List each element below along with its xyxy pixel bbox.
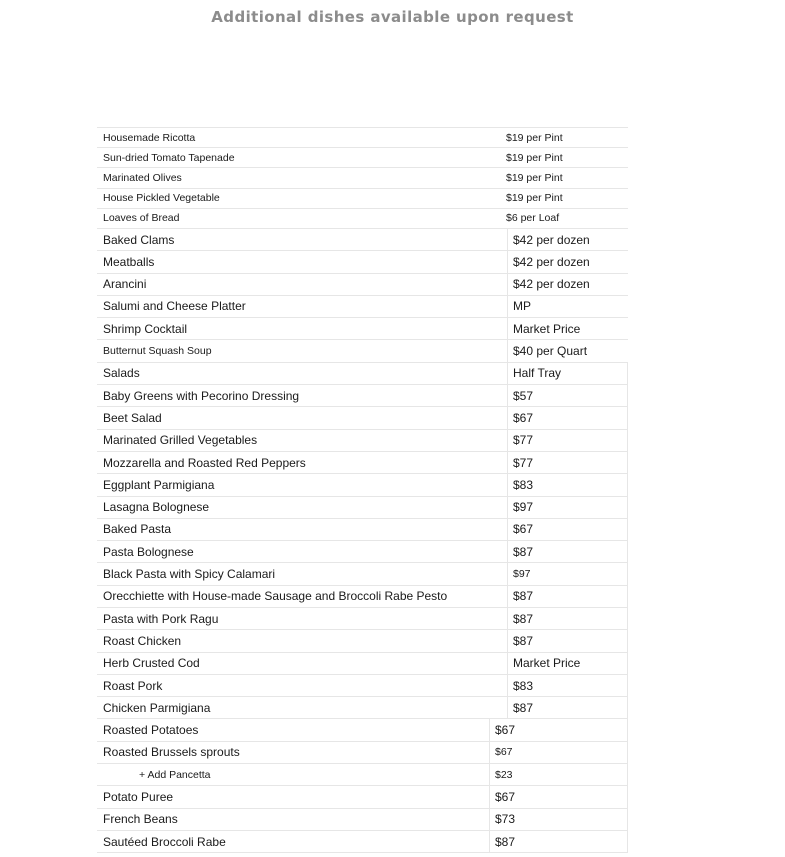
dish-name: Butternut Squash Soup — [103, 345, 212, 358]
dish-price: $87 — [507, 608, 533, 629]
dish-name: Sautéed Broccoli Rabe — [103, 834, 226, 849]
table-row — [97, 148, 628, 168]
dish-price: $83 — [507, 675, 533, 696]
section-heading: Salads — [103, 366, 140, 381]
dish-price: $73 — [489, 809, 515, 830]
dish-name: Marinated Grilled Vegetables — [103, 433, 258, 448]
dish-price: $40 per Quart — [507, 340, 587, 361]
table-row — [97, 697, 628, 719]
table-row — [97, 653, 628, 675]
dish-name: Roast Pork — [103, 678, 163, 693]
dish-name: Pasta Bolognese — [103, 544, 194, 559]
dish-name: Orecchiette with House-made Sausage and Broccoli Rabe Pesto — [103, 589, 448, 604]
dish-price: $67 — [489, 786, 515, 807]
table-row — [97, 608, 628, 630]
table-row — [97, 742, 628, 764]
dish-name: Eggplant Parmigiana — [103, 477, 215, 492]
table-row — [97, 474, 628, 496]
dish-price: $19 per Pint — [506, 131, 563, 144]
dish-name: Shrimp Cocktail — [103, 321, 188, 336]
dish-price: $67 — [489, 719, 515, 740]
dish-price: $42 per dozen — [507, 251, 590, 272]
dish-price: $67 — [507, 519, 533, 540]
dish-name: Roasted Brussels sprouts — [103, 745, 240, 760]
dish-price: $83 — [507, 474, 533, 495]
table-row — [97, 296, 628, 318]
dish-name: Salumi and Cheese Platter — [103, 299, 246, 314]
section-header-row — [97, 363, 628, 385]
page-title: Additional dishes available upon request — [211, 8, 574, 26]
dish-name: Pasta with Pork Ragu — [103, 611, 219, 626]
dish-name: Housemade Ricotta — [103, 131, 196, 144]
dish-name: Lasagna Bolognese — [103, 500, 210, 515]
table-row — [97, 452, 628, 474]
dish-name: House Pickled Vegetable — [103, 192, 220, 205]
table-row — [97, 430, 628, 452]
table-row — [97, 563, 628, 585]
dish-name: Mozzarella and Roasted Red Peppers — [103, 455, 306, 470]
table-row — [97, 407, 628, 429]
dish-price: $57 — [507, 385, 533, 406]
dish-price: $87 — [507, 541, 533, 562]
dish-name: Herb Crusted Cod — [103, 656, 200, 671]
dish-price: $77 — [507, 430, 533, 451]
dish-name: Roast Chicken — [103, 633, 182, 648]
dish-name: Black Pasta with Spicy Calamari — [103, 567, 276, 582]
dish-name: Roasted Potatoes — [103, 723, 199, 738]
dish-price: $67 — [507, 407, 533, 428]
dish-price: $19 per Pint — [506, 192, 563, 205]
table-row — [97, 719, 628, 741]
table-row — [97, 809, 628, 831]
dish-name: Loaves of Bread — [103, 212, 180, 225]
dish-price: $87 — [507, 630, 533, 651]
dish-name: Marinated Olives — [103, 171, 182, 184]
dish-price: $23 — [489, 764, 513, 785]
column-heading: Half Tray — [507, 363, 561, 384]
table-row — [97, 586, 628, 608]
dish-name: Meatballs — [103, 254, 155, 269]
dish-price: $19 per Pint — [506, 171, 563, 184]
dish-price: $6 per Loaf — [506, 212, 560, 225]
dish-price: $87 — [489, 831, 515, 852]
table-row — [97, 251, 628, 273]
dish-price: $97 — [507, 563, 531, 584]
dish-name: Sun-dried Tomato Tapenade — [103, 151, 235, 164]
table-row — [97, 497, 628, 519]
dish-name: Baked Pasta — [103, 522, 172, 537]
dish-name: Baby Greens with Pecorino Dressing — [103, 388, 300, 403]
table-row — [97, 128, 628, 148]
table-row — [97, 189, 628, 209]
menu-table — [97, 127, 628, 853]
table-row — [97, 519, 628, 541]
dish-price: $77 — [507, 452, 533, 473]
table-row — [97, 318, 628, 340]
dish-price: $87 — [507, 586, 533, 607]
table-row — [97, 385, 628, 407]
table-row — [97, 541, 628, 563]
dish-name: Potato Puree — [103, 790, 174, 804]
dish-price: $97 — [507, 497, 533, 518]
table-row — [97, 630, 628, 652]
table-row — [97, 675, 628, 697]
dish-name: Baked Clams — [103, 232, 175, 247]
dish-price: MP — [507, 296, 531, 317]
dish-name: Chicken Parmigiana — [103, 700, 211, 715]
table-row — [97, 229, 628, 251]
table-row — [97, 274, 628, 296]
table-row — [97, 786, 628, 808]
table-row — [97, 831, 628, 853]
dish-price: $19 per Pint — [506, 151, 563, 164]
dish-price: $42 per dozen — [507, 229, 590, 250]
dish-name: Arancini — [103, 277, 147, 292]
dish-price: Market Price — [507, 318, 580, 339]
dish-name: French Beans — [103, 812, 178, 827]
dish-price: $67 — [489, 742, 513, 763]
table-row — [97, 168, 628, 188]
dish-price: $42 per dozen — [507, 274, 590, 295]
dish-price: $87 — [507, 697, 533, 718]
table-row — [97, 764, 628, 786]
dish-name: Beet Salad — [103, 410, 162, 425]
dish-price: Market Price — [507, 653, 580, 674]
table-row — [97, 209, 628, 229]
dish-name: + Add Pancetta — [139, 768, 211, 781]
table-row — [97, 340, 628, 362]
